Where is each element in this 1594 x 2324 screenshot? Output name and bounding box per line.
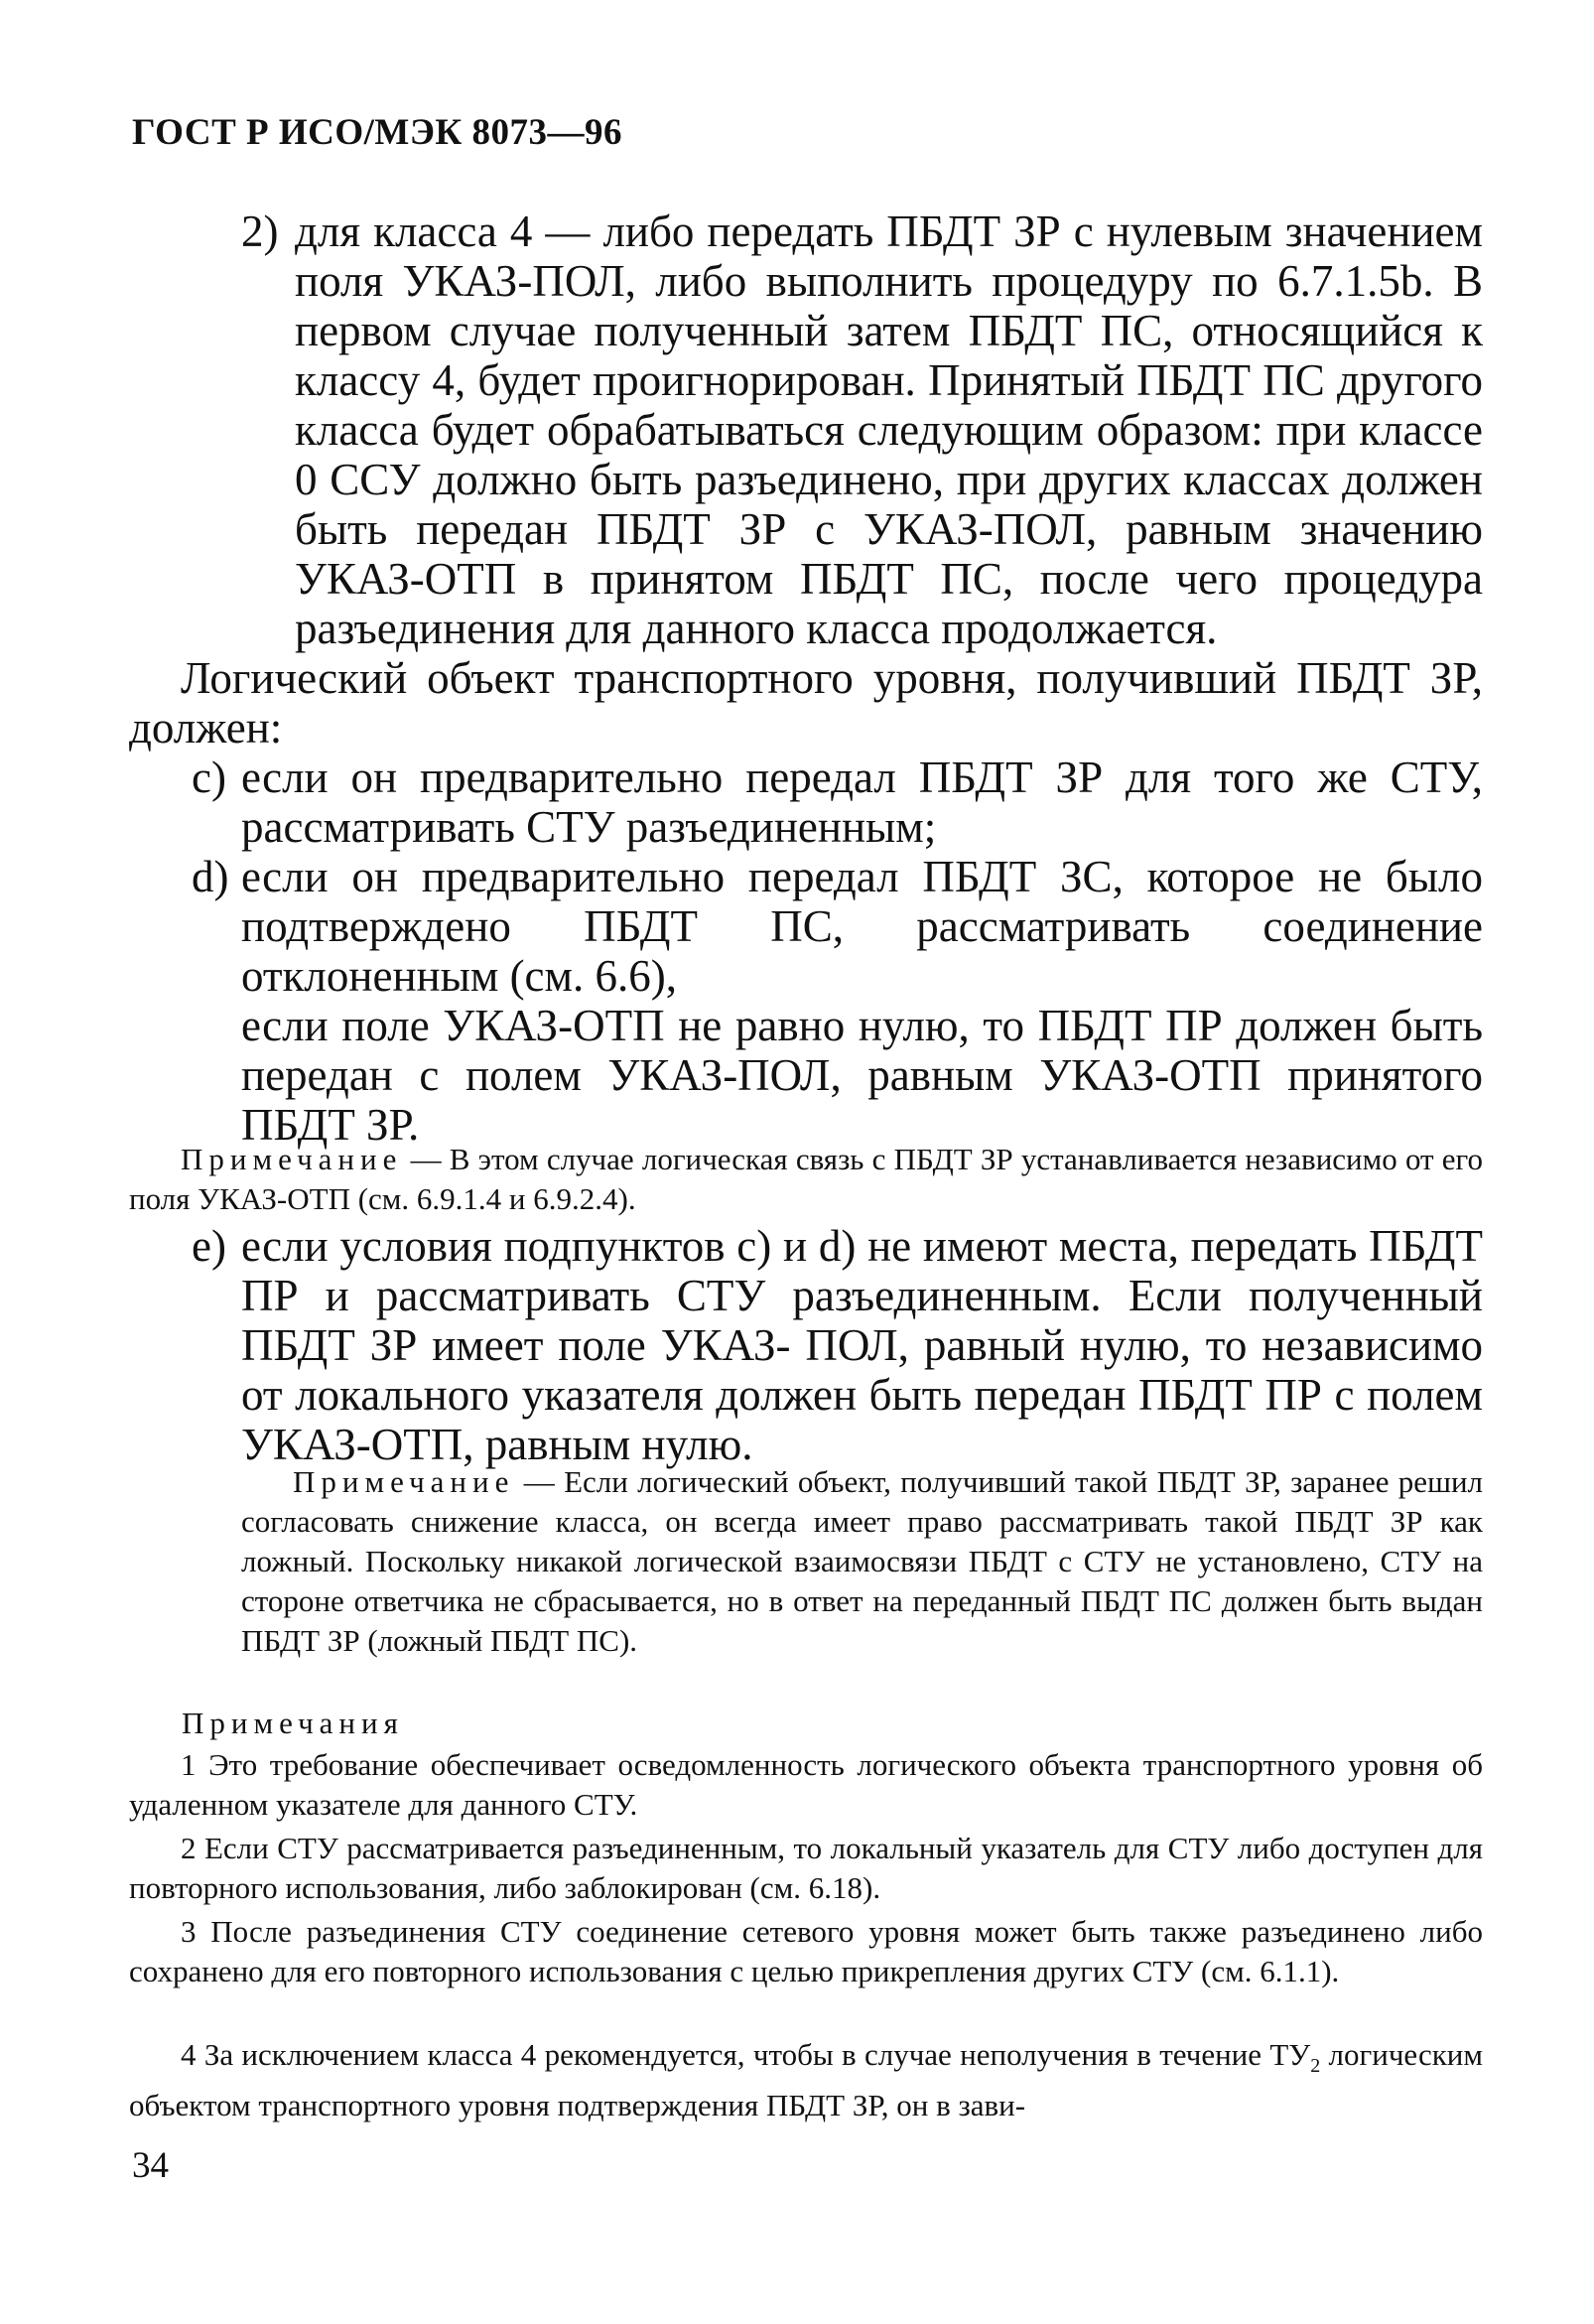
note-label: Примечание (293, 1464, 515, 1499)
note-text: — В этом случае логическая связь с ПБДТ ЗР устанавливается независимо от его поля УКАЗ-ОТП (см. 6.9.1.4 и 6.9.2.4). (129, 1142, 1483, 1216)
note-text: — Если логический объект, получивший такой ПБДТ ЗР, заранее решил согласовать снижение класса, он всегда имеет право рассматривать такой ПБДТ ЗР как ложный. Поскольку никакой логической взаимосвязи ПБДТ с СТУ не установлено, СТУ на стороне ответчика не сбрасывается, но в ответ на переданный ПБДТ ПС должен быть выдан ПБДТ ЗР (ложный ПБДТ ПС). (241, 1464, 1483, 1658)
item-text-continued: если поле УКАЗ-ОТП не равно нулю, то ПБДТ ПР должен быть передан с полем УКАЗ-ПОЛ, равным УКАЗ-ОТП принятого ПБДТ ЗР. (241, 1001, 1483, 1150)
notes-item-1: 1 Это требование обеспечивает осведомленность логического объекта транспортного уровня об удаленном указателе для данного СТУ. (129, 1747, 1483, 1822)
item-label: c) (192, 752, 226, 802)
notes-item-4 (129, 2035, 1483, 2125)
item-label: d) (192, 852, 229, 901)
notes-item-4-rest: логическим объектом транспортного уровня подтверждения ПБДТ ЗР, он в зави- (129, 2037, 1483, 2123)
item-text: если он предварительно передал ПБДТ ЗР для того же СТУ, рассматривать СТУ разъединенным; (241, 752, 1483, 852)
notes-item-2: 2 Если СТУ рассматривается разъединенным, то локальный указатель для СТУ либо доступен для повторного использования, либо заблокирован (см. 6.18). (129, 1831, 1483, 1905)
note-1 (129, 1140, 1483, 1219)
item-label: 2) (241, 206, 279, 256)
intro-paragraph: Логический объект транспортного уровня, получивший ПБДТ ЗР, должен: (129, 653, 1483, 752)
item-text: для класса 4 — либо передать ПБДТ ЗР с нулевым значением поля УКАЗ-ПОЛ, либо выполнить процедуру по 6.7.1.5b. В первом случае полученный затем ПБДТ ПС, относящийся к классу 4, будет проигнорирован. Принятый ПБДТ ПС другого класса будет обрабатываться следующим образом: при классе 0 ССУ должно быть разъединено, при других классах должен быть передан ПБДТ ЗР с УКАЗ-ПОЛ, равным значению УКАЗ-ОТП в принятом ПБДТ ПС, после чего процедура разъединения для данного класса продолжается. (295, 206, 1483, 653)
notes-item-4-text: 4 За исключением класса 4 рекомендуется, чтобы в случае неполучения в течение ТУ (181, 2037, 1311, 2072)
item-text: если он предварительно передал ПБДТ ЗС, которое не было подтверждено ПБДТ ПС, рассматривать соединение отклоненным (см. 6.6), (241, 852, 1483, 1001)
item-label: e) (192, 1221, 226, 1271)
notes-title: Примечания (182, 1706, 404, 1740)
item-text: если условия подпунктов с) и d) не имеют места, передать ПБДТ ПР и рассматривать СТУ разъединенным. Если полученный ПБДТ ЗР имеет поле УКАЗ- ПОЛ, равный нулю, то независимо от локального указателя должен быть передан ПБДТ ПР с полем УКАЗ-ОТП, равным нулю. (241, 1221, 1483, 1469)
notes-item-4-subscript: 2 (1310, 2055, 1321, 2078)
note-label: Примечание (181, 1142, 403, 1176)
note-2 (241, 1462, 1483, 1661)
notes-item-3: 3 После разъединения СТУ соединение сетевого уровня может быть также разъединено либо сохранено для его повторного использования с целью прикрепления других СТУ (см. 6.1.1). (129, 1914, 1483, 1988)
document-header: ГОСТ Р ИСО/МЭК 8073—96 (132, 112, 623, 153)
page-number: 34 (132, 2145, 169, 2186)
